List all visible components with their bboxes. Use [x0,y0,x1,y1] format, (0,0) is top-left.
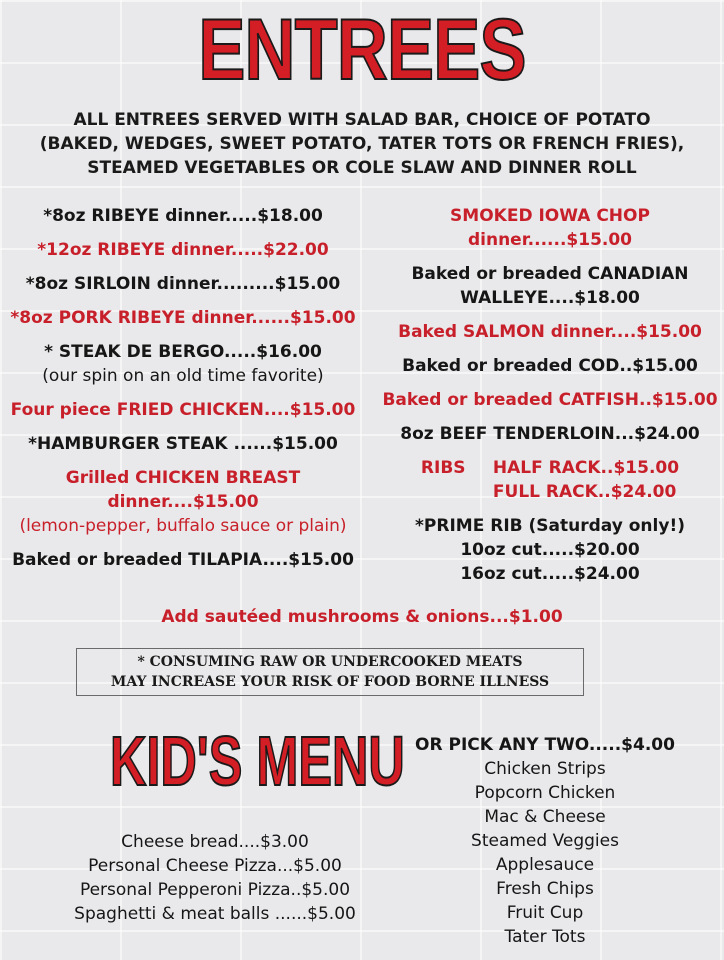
pick-item: Tater Tots [504,927,586,947]
entrees-right-column [380,204,720,586]
page-title: ENTREES [198,2,526,98]
warning-line: MAY INCREASE YOUR RISK OF FOOD BORNE ILLNESS [110,674,550,690]
menu-item-sirloin: *8oz SIRLOIN dinner.........$15.00 [25,274,341,294]
menu-item-note: (lemon-pepper, buffalo sauce or plain) [19,516,347,536]
menu-item-cod: Baked or breaded COD..$15.00 [402,356,698,376]
menu-item-walleye-price: WALLEYE....$18.00 [460,288,640,308]
pick-item: Steamed Veggies [471,831,619,851]
menu-item-beef-tenderloin: 8oz BEEF TENDERLOIN...$24.00 [400,424,700,444]
addon-mushrooms-onions: Add sautéed mushrooms & onions...$1.00 [161,607,563,627]
menu-item-fried-chicken: Four piece FRIED CHICKEN....$15.00 [10,400,356,420]
ribs-half-rack: HALF RACK..$15.00 [492,458,680,478]
entrees-left-column [0,204,366,572]
kids-menu-item: Personal Cheese Pizza...$5.00 [88,856,342,876]
pick-item: Applesauce [495,855,595,875]
intro-line: ALL ENTREES SERVED WITH SALAD BAR, CHOICE OF POTATO [73,110,651,130]
prime-rib-10oz: 10oz cut.....$20.00 [460,540,640,560]
kids-menu-item: Cheese bread....$3.00 [121,832,309,852]
kids-menu-item: Personal Pepperoni Pizza..$5.00 [79,880,351,900]
pick-any-two-section [395,733,695,949]
ribs-full-rack: FULL RACK..$24.00 [492,482,677,502]
menu-item-grilled-chicken: Grilled CHICKEN BREAST [65,468,301,488]
kids-menu-list [60,830,370,926]
warning-line: * CONSUMING RAW OR UNDERCOOKED MEATS [137,654,523,670]
menu-item-iowa-chop: SMOKED IOWA CHOP [450,206,650,226]
menu-item-ribeye-8oz: *8oz RIBEYE dinner.....$18.00 [43,206,323,226]
kids-menu-item: Spaghetti & meat balls ......$5.00 [74,904,356,924]
kids-menu-title: KID'S MENU [109,722,405,800]
menu-item-salmon: Baked SALMON dinner....$15.00 [398,322,702,342]
intro-line: (BAKED, WEDGES, SWEET POTATO, TATER TOTS OR FRENCH FRIES), [39,134,685,154]
menu-item-tilapia: Baked or breaded TILAPIA....$15.00 [12,550,354,570]
menu-item-walleye: Baked or breaded CANADIAN [411,264,689,284]
ribs-label: RIBS [420,458,466,478]
intro-line: STEAMED VEGETABLES OR COLE SLAW AND DINNER ROLL [87,158,637,178]
menu-item-note: (our spin on an old time favorite) [42,366,324,386]
menu-item-grilled-chicken-price: dinner....$15.00 [107,492,259,512]
entrees-intro [0,108,724,180]
pick-item: Mac & Cheese [484,807,606,827]
pick-any-two-header: OR PICK ANY TWO.....$4.00 [415,735,675,755]
pick-item: Fruit Cup [506,903,584,923]
menu-item-pork-ribeye: *8oz PORK RIBEYE dinner......$15.00 [10,308,356,328]
menu-item-steak-de-bergo: * STEAK DE BERGO.....$16.00 [44,342,322,362]
menu-item-ribeye-12oz: *12oz RIBEYE dinner.....$22.00 [37,240,329,260]
menu-item-ribs [380,456,720,504]
menu-item-hamburger-steak: *HAMBURGER STEAK ......$15.00 [28,434,338,454]
pick-item: Chicken Strips [484,759,606,779]
menu-item-catfish: Baked or breaded CATFISH..$15.00 [382,390,718,410]
food-safety-warning [76,648,584,696]
pick-item: Fresh Chips [496,879,594,899]
menu-item-iowa-chop-price: dinner......$15.00 [467,230,633,250]
pick-item: Popcorn Chicken [474,783,616,803]
menu-item-prime-rib: *PRIME RIB (Saturday only!) [415,516,685,536]
prime-rib-16oz: 16oz cut.....$24.00 [460,564,640,584]
